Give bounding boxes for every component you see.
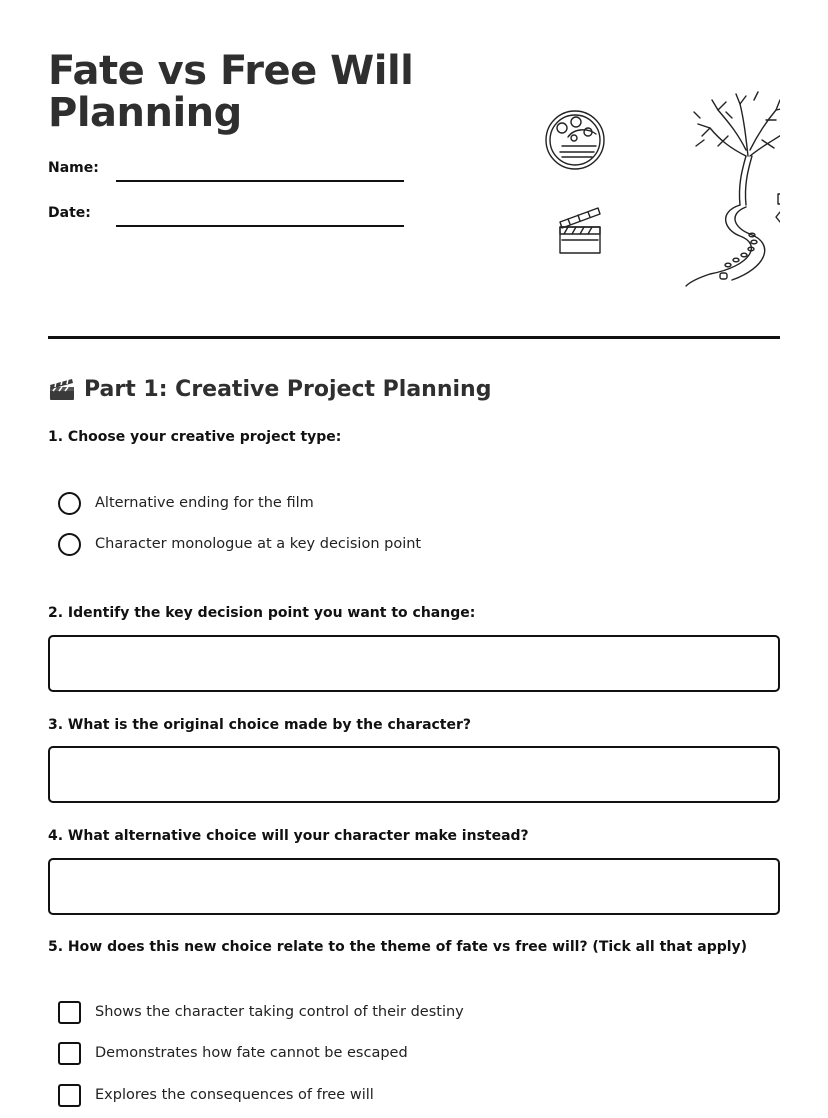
option-label: Shows the character taking control of their destiny <box>95 1004 464 1020</box>
clapperboard-icon <box>560 208 600 253</box>
option-label: Alternative ending for the film <box>95 495 314 511</box>
option-label: Demonstrates how fate cannot be escaped <box>95 1045 408 1061</box>
page-title-line2: Planning <box>48 90 242 136</box>
page-title-line1: Fate vs Free Will <box>48 48 414 94</box>
header-illustration <box>540 90 780 295</box>
worksheet-page <box>48 0 780 1118</box>
option-label: Character monologue at a key decision point <box>95 536 422 552</box>
question-2: 2. Identify the key decision point you want to change: <box>48 605 476 621</box>
question-3: 3. What is the original choice made by the character? <box>48 717 472 733</box>
date-label: Date: <box>48 205 91 221</box>
checkbox[interactable] <box>58 1001 81 1024</box>
radio-button[interactable] <box>58 533 81 556</box>
winding-path-icon <box>686 205 765 286</box>
part1-heading <box>48 374 491 404</box>
checkbox[interactable] <box>58 1084 81 1107</box>
date-field[interactable] <box>116 225 404 227</box>
radio-button[interactable] <box>58 492 81 515</box>
checkbox-option-fate-inescapable[interactable] <box>58 1041 408 1065</box>
tree-icon <box>694 92 780 205</box>
part1-title: Part 1: Creative Project Planning <box>84 376 492 402</box>
answer-field-q2[interactable] <box>48 635 780 692</box>
option-label: Explores the consequences of free will <box>95 1087 374 1103</box>
film-reel-icon <box>546 111 604 169</box>
section-divider <box>48 336 780 339</box>
option-alternative-ending[interactable] <box>58 491 314 515</box>
page-title <box>48 50 488 134</box>
signpost-icon <box>776 190 780 287</box>
question-4: 4. What alternative choice will your character make instead? <box>48 828 529 844</box>
checkbox[interactable] <box>58 1042 81 1065</box>
name-field[interactable] <box>116 180 404 182</box>
clapperboard-icon <box>48 376 76 402</box>
checkbox-option-consequences-free-will[interactable] <box>58 1083 374 1107</box>
name-label: Name: <box>48 160 99 176</box>
answer-field-q4[interactable] <box>48 858 780 915</box>
question-1: 1. Choose your creative project type: <box>48 429 342 445</box>
question-5: 5. How does this new choice relate to the theme of fate vs free will? (Tick all that apply) <box>48 939 748 955</box>
answer-field-q3[interactable] <box>48 746 780 803</box>
checkbox-option-control-destiny[interactable] <box>58 1000 464 1024</box>
option-character-monologue[interactable] <box>58 532 421 556</box>
